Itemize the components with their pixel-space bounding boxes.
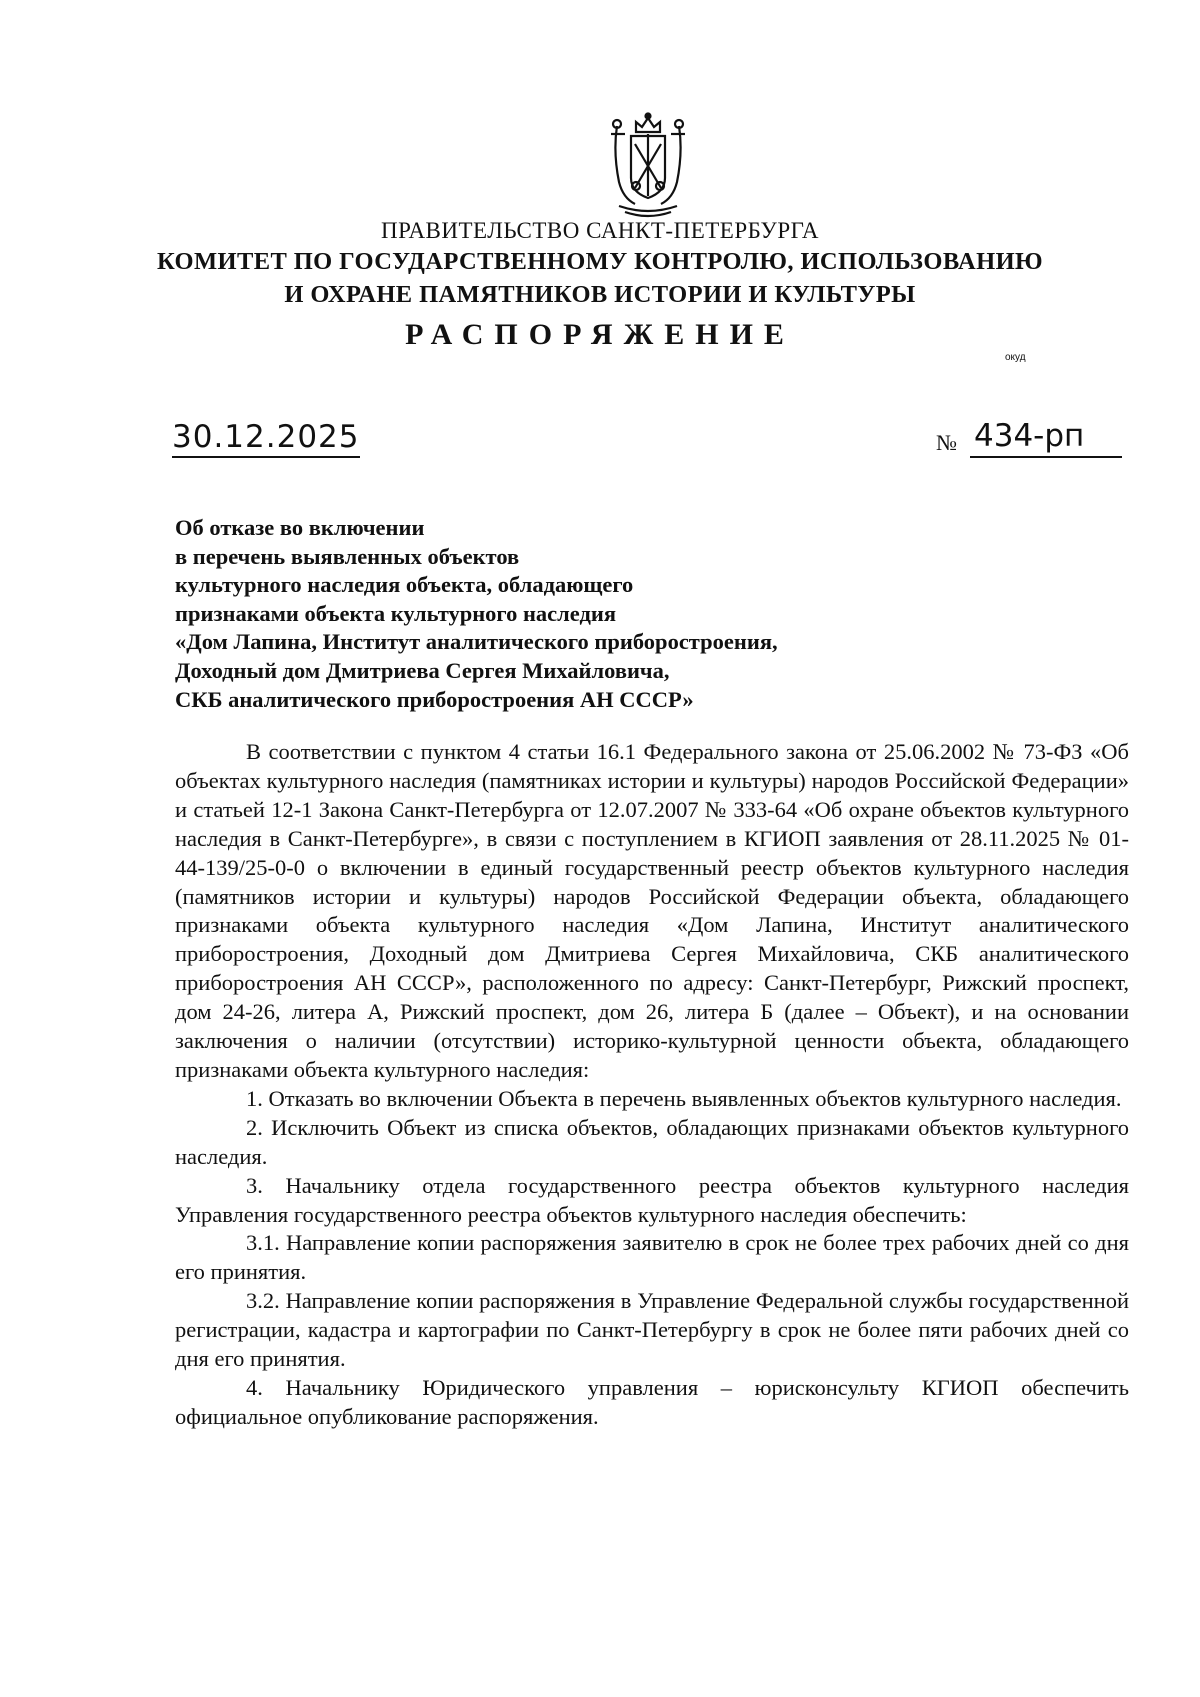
intro-paragraph: В соответствии с пунктом 4 статьи 16.1 Федерального закона от 25.06.2002 № 73-ФЗ «Об объектах культурного наследия (памятниках истории и культуры) народов Российской Федерации» и статьей 12-1 Закона Санкт-Петербурга от 12.07.2007 № 333-64 «Об охране объектов культурного наследия в Санкт-Петербурге», в связи с поступлением в КГИОП заявления от 28.11.2025 № 01-44-139/25-0-0 о включении в единый государственный реестр объектов культурного наследия (памятников истории и культуры) народов Российской Федерации объекта, обладающего признаками объекта культурного наследия «Дом Лапина, Институт аналитического приборостроения, Доходный дом Дмитриева Сергея Михайловича, СКБ аналитического приборостроения АН СССР», расположенного по адресу: Санкт-Петербург, Рижский проспект, дом 24-26, литера А, Рижский проспект, дом 26, литера Б (далее – Объект), и на основании заключения о наличии (отсутствии) историко-культурной ценности объекта, обладающего признаками объекта культурного наследия: — [175, 739, 1129, 1082]
government-name: ПРАВИТЕЛЬСТВО САНКТ-ПЕТЕРБУРГА — [380, 218, 820, 243]
clause-4: 4. Начальнику Юридического управления – юрисконсульту КГИОП обеспечить официальное опубликование распоряжения. — [175, 1374, 1129, 1429]
number-sign: № — [936, 430, 957, 455]
subject-line: Об отказе во включении — [175, 515, 425, 540]
document-body — [175, 738, 1129, 1432]
clause-3-2: 3.2. Направление копии распоряжения в Управление Федеральной службы государственной регистрации, кадастра и картографии по Санкт-Петербургу в срок не более пяти рабочих дней со дня его принятия. — [175, 1288, 1129, 1372]
document-number: 434-рп — [970, 416, 1122, 458]
clause-1: 1. Отказать во включении Объекта в перечень выявленных объектов культурного наследия. — [246, 1085, 1122, 1111]
committee-name-line-1: КОМИТЕТ ПО ГОСУДАРСТВЕННОМУ КОНТРОЛЮ, ИСПОЛЬЗОВАНИЮ — [156, 248, 1044, 275]
clause-3-1: 3.1. Направление копии распоряжения заявителю в срок не более трех рабочих дней со дня его принятия. — [175, 1230, 1129, 1285]
subject-line: Доходный дом Дмитриева Сергея Михайловича, — [175, 657, 670, 683]
document-date: 30.12.2025 — [172, 418, 360, 458]
subject-line: культурного наследия объекта, обладающего — [175, 572, 634, 598]
subject-line: в перечень выявленных объектов — [175, 543, 520, 569]
subject-line: СКБ аналитического приборостроения АН СССР» — [175, 686, 694, 712]
subject-line: «Дом Лапина, Институт аналитического приборостроения, — [175, 629, 778, 655]
clause-3: 3. Начальнику отдела государственного реестра объектов культурного наследия Управления государственного реестра объектов культурного наследия обеспечить: — [175, 1172, 1129, 1227]
coat-of-arms-icon — [603, 112, 693, 222]
committee-name-line-2: И ОХРАНЕ ПАМЯТНИКОВ ИСТОРИИ И КУЛЬТУРЫ — [284, 281, 916, 308]
subject-line: признаками объекта культурного наследия — [175, 600, 616, 626]
clause-2: 2. Исключить Объект из списка объектов, обладающих признаками объектов культурного наследия. — [175, 1114, 1129, 1169]
document-type-title: РАСПОРЯЖЕНИЕ — [405, 318, 795, 351]
document-subject — [175, 514, 895, 714]
okud-label: окуд — [1005, 352, 1026, 363]
